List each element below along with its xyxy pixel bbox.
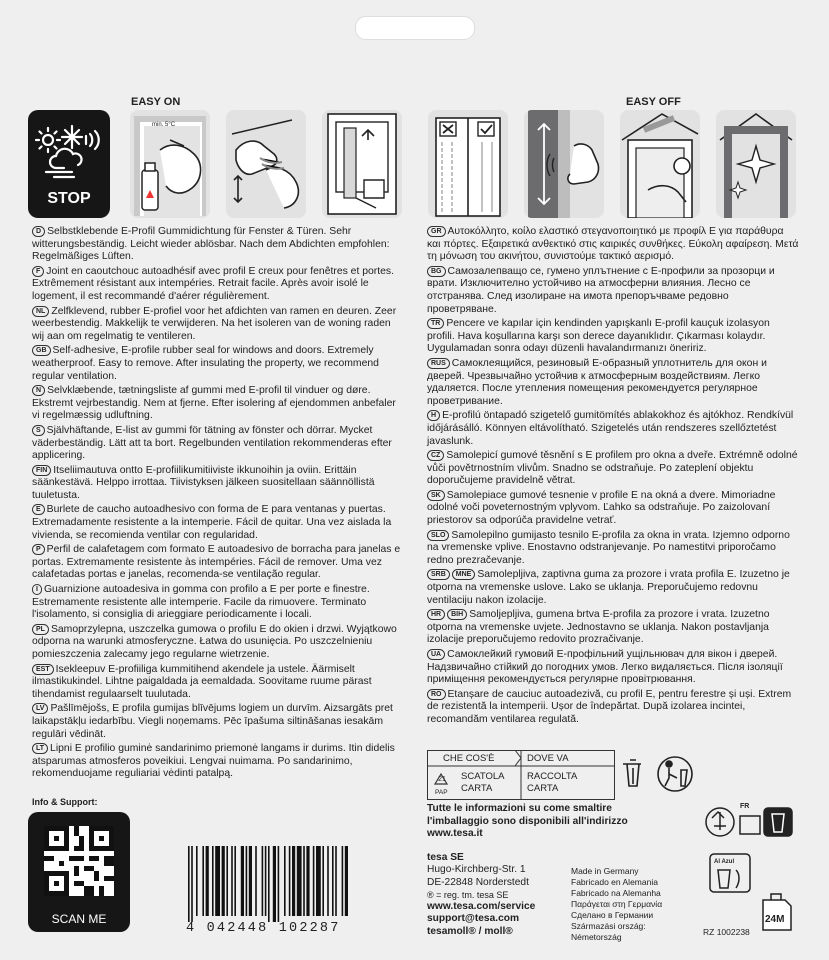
barcode-bar (249, 846, 252, 916)
barcode-bar (215, 846, 220, 916)
description-paragraph (32, 266, 402, 304)
barcode-bar (226, 846, 228, 916)
paragraph-text: Isekleepuv E-profiiliga kummitihend akendele ja ustele. Äärmiselt ilmastikukindel. Lihtne paigaldada ja eemaldada. Soovitame ruume pärast tihendamist regulaarselt tuulutada. (32, 663, 372, 700)
country-code-badge: FIN (32, 465, 51, 476)
paragraph-text: E-profilú öntapadó szigetelő gumitömítés ablakokhoz és ajtókhoz. Rendkívül időjárásálló. Könnyen eltávolítható. Szigetelés után rendszeres szellőztetést javaslunk. (427, 410, 794, 447)
step-1-tile (130, 110, 210, 218)
apply-strip-icon (322, 110, 402, 218)
brand-line: tesamoll® / moll® (427, 925, 513, 937)
info-support-label: Info & Support: (32, 797, 98, 807)
country-code-badge: GB (32, 345, 51, 356)
country-code-badge: MNE (452, 569, 476, 580)
months-label: 24M (765, 914, 785, 925)
address-block (427, 852, 535, 938)
description-paragraph (427, 450, 799, 488)
triman-icon (712, 812, 726, 830)
origin-line: Származási ország: (571, 921, 646, 931)
paragraph-text: Samolepicí gumové těsnění s E profilem pro okna a dveře. Extrémně odolné vůči povětrnostním vlivům. Snadno se odstraňuje. Po zateplení objektu doporučujeme pravidelně větrat. (427, 450, 798, 487)
paragraph-text: Selbstklebende E-Profil Gummidichtung für Fenster & Türen. Sehr witterungsbeständig. Leicht wieder ablösbar. Nach dem Abdichten empfohlen: Regelmäßiges Lüften. (32, 226, 390, 263)
description-paragraph (32, 703, 402, 741)
paragraph-text: Självhäftande, E-list av gummi för tätning av fönster och dörrar. Mycket väderbeständig. Lätt att ta bort. Regelbunden ventilation rekommenderas efter applicering. (32, 424, 392, 462)
country-code-badge: BG (427, 266, 446, 277)
paragraph-text: Samolepilno gumijasto tesnilo E-profila za okna in vrata. Izjemno odporno na vremenske vplive. Enostavno odstranjevanje. Po namestitvi priporočamo redno prezračevanje. (427, 529, 790, 566)
stop-label: STOP (47, 190, 91, 207)
country-code-badge: NL (32, 306, 49, 317)
barcode-bar (332, 846, 334, 916)
barcode-bar (231, 846, 233, 916)
description-paragraph (427, 649, 799, 687)
disposal-info (427, 803, 628, 841)
paragraph-text: Pašlīmējošs, E profila gumijas blīvējums logiem un durvīm. Aizsargāts pret laikapstākļu iedarbību. Viegli noņemams. Pēc īpašuma siltināšanas iesakām regulāri vēdināt. (32, 703, 393, 740)
description-paragraph (427, 226, 799, 264)
paragraph-text: Zelfklevend, rubber E-profiel voor het afdichten van ramen en deuren. Zeer weerbestendig. Makkelijk te verwijderen. Na het isoleren van de woning raden wij aan om regelmatig te ventileren. (32, 305, 397, 342)
origin-line: Made in Germany (571, 866, 639, 876)
step-6-tile (620, 110, 700, 218)
carta-label-2: CARTA (527, 783, 559, 794)
origin-line: Сделано в Германии (571, 910, 654, 920)
sparkle-clean-icon (716, 110, 796, 218)
support-email[interactable]: support@tesa.com (427, 913, 520, 925)
step-5-tile (524, 110, 604, 218)
country-code-badge: PL (32, 624, 49, 635)
street: Hugo-Kirchberg-Str. 1 (427, 864, 526, 876)
barcode-bar (306, 846, 309, 916)
left-column (32, 226, 402, 783)
description-paragraph (427, 318, 799, 356)
origin-block (571, 866, 662, 943)
trademark-note: ® = reg. tm. tesa SE (427, 889, 509, 900)
barcode-bar (241, 846, 244, 916)
country-code-badge: GR (427, 226, 446, 237)
barcode-bar (316, 846, 321, 916)
hang-hole (355, 16, 475, 40)
barcode-bar (292, 846, 295, 916)
material-code: 21 (438, 776, 446, 783)
country-code-badge: LT (32, 743, 48, 754)
barcode-bar (284, 846, 286, 916)
wipe-frame-icon (130, 110, 210, 218)
description-paragraph (427, 689, 799, 727)
barcode-bar (303, 846, 305, 916)
paragraph-text: Samoprzylepna, uszczelka gumowa o profilu E do okien i drzwi. Wyjątkowo odporna na warunki atmosferyczne. Łatwa do usunięcia. Po uszczelnieniu pomieszczenia zalecamy jego regularne wietrzenie. (32, 623, 397, 660)
description-paragraph (32, 226, 402, 264)
barcode-bar (191, 846, 193, 922)
peel-strip-icon (620, 110, 700, 218)
barcode-bar (278, 846, 280, 922)
description-paragraph (32, 743, 402, 781)
paragraph-text: Samolepiace gumové tesnenie v profile E na okná a dvere. Mimoriadne odolné voči poveternostným vplyvom. Ľahko sa odstraňuje. Po zaizolovaní priestorov sa odporúča pravidelne vetrať. (427, 489, 776, 527)
paragraph-text: Αυτοκόλλητο, κοίλο ελαστικό στεγανοποιητικό με προφίλ Ε για παράθυρα και πόρτες. Εξαιρετικά ανθεκτικό στις καιρικές συνθήκες. Εύκολη αφαίρεση. Μετά τη μόνωση του ακινήτου, συνιστούμε τακτικό αερισμό. (427, 226, 799, 263)
description-paragraph (32, 624, 402, 662)
country-code-badge: H (427, 410, 440, 421)
country-code-badge: LV (32, 703, 48, 714)
raccolta-label: RACCOLTA (527, 771, 578, 782)
right-column (427, 226, 799, 729)
disposal-url[interactable]: www.tesa.it (427, 828, 483, 839)
paragraph-text: Самоклейкий гумовий Е-профільний ущільнювач для вікон і дверей. Надзвичайно стійкий до погодних умов. Легко видаляється. Після ізоляції приміщення рекомендується регулярне провітрювання. (427, 649, 783, 686)
paragraph-text: Perfil de calafetagem com formato E autoadesivo de borracha para janelas e portas. Extremamente resistente às intempéries. Fácil de remover. Uma vez calafetadas portas e janelas, recomenda-se ventilação regular. (32, 544, 401, 581)
country-code-badge: RO (427, 689, 446, 700)
description-paragraph (32, 544, 402, 582)
trash-bin-icon (623, 760, 641, 786)
paragraph-text: Burlete de caucho autoadhesivo con forma de E para ventanas y puertas. Extremadamente resistente a la intemperie. Fácil de quitar. Una vez aislada la vivienda, se recomienda ventilar con regularidad. (32, 504, 392, 541)
al-azul-label: Al Azul (714, 859, 735, 865)
disposal-line-1: Tutte le informazioni su come smaltire (427, 803, 612, 814)
service-url[interactable]: www.tesa.com/service (427, 901, 536, 913)
city: DE-22848 Norderstedt (427, 876, 529, 888)
country-code-badge: SK (427, 490, 445, 501)
country-code-badge: P (32, 544, 45, 555)
qr-pattern (44, 826, 114, 896)
country-code-badge: EST (32, 664, 54, 675)
dove-va-label: DOVE VA (527, 753, 569, 764)
paragraph-text: Itseliimautuva ontto E-profiilikumitiiviste ikkunoihin ja oviin. Erittäin säänkestävä. Helppo irrottaa. Tiivistyksen jälkeen suositellaan säännöllistä tuuletusta. (32, 464, 375, 501)
country-code-badge: TR (427, 318, 444, 329)
barcode-bar (322, 846, 324, 916)
country-code-badge: E (32, 504, 45, 515)
paragraph-text: Guarnizione autoadesiva in gomma con profilo a E per porte e finestre. Estremamente resistente alle intemperie. Facile da rimuovere. Terminato l'isolamento, si consiglia di arieggiare periodicamente i locali. (32, 584, 370, 621)
barcode-bar (345, 846, 348, 916)
paragraph-text: Pencere ve kapılar için kendinden yapışkanlı E-profil kauçuk izolasyon profili. Hava koşullarına karşı son derece dayanıklıdır. Çıkarması kolaydır. Uygulamadan sonra odayı düzenli havalandırmanızı öneririz. (427, 318, 770, 355)
qr-code[interactable] (44, 826, 114, 896)
company-name: tesa SE (427, 852, 464, 863)
cut-strip-icon (226, 110, 306, 218)
paragraph-text: Etanșare de cauciuc autoadezivă, cu profil E, pentru ferestre și uși. Extrem de rezistentă la intemperii. Ușor de îndepărtat. După izolarea incintei, recomandăm ventilarea regulată. (427, 688, 792, 725)
description-paragraph (427, 609, 799, 647)
barcode-bar (196, 846, 198, 916)
al-azul-icon (708, 852, 752, 894)
barcode-bar (342, 846, 344, 916)
barcode-bar (327, 846, 329, 916)
barcode-bar (202, 846, 204, 916)
barcode (186, 846, 350, 922)
barcode-bar (289, 846, 291, 916)
step-2-tile (226, 110, 306, 218)
paragraph-text: Samolepljiva, zaptivna guma za prozore i vrata profila E. Izuzetno je otporna na vremenske uslove. Lako se uklanja. Preporučujemo redovnu ventilaciju nakon izolacije. (427, 569, 790, 606)
paragraph-text: Joint en caoutchouc autoadhésif avec profil E creux pour fenêtres et portes. Extrêmement résistant aux intempéries. Retrait facile. Après avoir isolé le logement, il est recommandé d'aérer régulièrement. (32, 265, 394, 302)
country-code-badge: SRB (427, 569, 450, 580)
barcode-bar (273, 846, 276, 922)
description-paragraph (427, 490, 799, 528)
description-paragraph (32, 584, 402, 622)
description-paragraph (32, 425, 402, 463)
paragraph-text: Самоклеящийся, резиновый Е-образный уплотнитель для окон и дверей. Чрезвычайно устойчив к атмосферным воздействиям. Легко удаляется. После утепления помещения рекомендуется регулярное проветривание. (427, 357, 767, 407)
paragraph-text: Самозалепващо се, гумено уплътнение с Е-профили за прозорци и врати. Изключително устойчиво на атмосферни влияния. Лесно се отстранява. След изолиране на имота препоръчваме редовно проветряване. (427, 265, 775, 315)
carta-label-1: CARTA (461, 783, 493, 794)
paragraph-text: Samoljepljiva, gumena brtva E-profila za prozore i vrata. Izuzetno otporna na vremenske uvjete. Jednostavno se uklanja. Nakon postavljanja izolacije preporučujemo redovito prozračivanje. (427, 609, 770, 646)
country-code-badge: S (32, 425, 45, 436)
barcode-bar (188, 846, 190, 922)
easy-on-heading: EASY ON (131, 96, 181, 108)
temp-label: min. 5°C (152, 122, 176, 128)
barcode-bar (246, 846, 248, 916)
check-cross-icon (428, 110, 508, 218)
origin-line: Németország (571, 932, 622, 942)
step-3-tile (322, 110, 402, 218)
barcode-bar (335, 846, 337, 916)
description-paragraph (427, 569, 799, 607)
barcode-number: 4 042448 102287 (186, 921, 341, 936)
description-paragraph (427, 358, 799, 408)
description-paragraph (32, 345, 402, 383)
country-code-badge: BIH (447, 609, 467, 620)
barcode-bar (262, 846, 264, 916)
stop-tile (28, 110, 110, 218)
scatola-label: SCATOLA (461, 771, 505, 782)
fr-label: FR (740, 803, 750, 810)
country-code-badge: I (32, 584, 42, 595)
description-paragraph (32, 306, 402, 344)
description-paragraph (32, 385, 402, 423)
description-paragraph (427, 530, 799, 568)
shelf-life-icon (757, 888, 797, 932)
country-code-badge: SLO (427, 530, 449, 541)
barcode-bar (234, 846, 236, 916)
bin-icons (619, 754, 699, 794)
origin-line: Fabricado na Alemanha (571, 888, 661, 898)
country-code-badge: HR (427, 609, 445, 620)
description-paragraph (32, 465, 402, 503)
country-code-badge: F (32, 266, 44, 277)
country-code-badge: CZ (427, 450, 444, 461)
description-paragraph (427, 266, 799, 316)
triman-icons (702, 796, 798, 842)
barcode-bar (212, 846, 214, 916)
barcode-bar (265, 846, 267, 916)
barcode-bar (268, 846, 270, 922)
scan-me-label: SCAN ME (51, 912, 107, 926)
description-paragraph (427, 410, 799, 448)
weather-icon (34, 122, 104, 182)
barcode-bar (255, 846, 257, 916)
recycling-block (427, 750, 703, 800)
country-code-badge: RUS (427, 358, 450, 369)
paragraph-text: Lipni E profilio guminė sandarinimo priemonė langams ir durims. Itin didelis atsparumas atmosferos poveikiui. Lengvai nuimama. Po sandarinimo, rekomenduojame reguliariai vėdinti patalpą. (32, 743, 395, 780)
barcode-bar (297, 846, 302, 916)
country-code-badge: UA (427, 649, 445, 660)
country-code-badge: N (32, 385, 45, 396)
press-strip-icon (524, 110, 604, 218)
che-cose-label: CHE COS'È (443, 753, 495, 764)
origin-line: Fabricado en Alemania (571, 877, 658, 887)
barcode-bar (222, 846, 225, 916)
description-paragraph (32, 504, 402, 542)
step-4-tile (428, 110, 508, 218)
paragraph-text: Self-adhesive, E-profile rubber seal for windows and doors. Extremely weatherproof. Easy to remove. After insulating the property, we recommend regular ventilation. (32, 345, 379, 382)
description-paragraph (32, 664, 402, 702)
step-7-tile (716, 110, 796, 218)
origin-line: Παράγεται στη Γερμανία (571, 899, 663, 909)
material-abbr: PAP (435, 789, 448, 796)
article-number: RZ 1002238 (703, 927, 750, 937)
country-code-badge: D (32, 226, 45, 237)
easy-off-heading: EASY OFF (626, 96, 681, 108)
disposal-line-2: l'imballaggio sono disponibili all'indirizzo (427, 815, 628, 827)
barcode-bar (206, 846, 209, 916)
paragraph-text: Selvklæbende, tætningsliste af gummi med E-profil til vinduer og døre. Ekstremt vejrbestandig. Nem at fjerne. Efter isolering af ejendommen anbefaler vi regelmæssig udluftning. (32, 385, 396, 422)
qr-tile[interactable] (28, 812, 130, 932)
barcode-bar (313, 846, 315, 916)
